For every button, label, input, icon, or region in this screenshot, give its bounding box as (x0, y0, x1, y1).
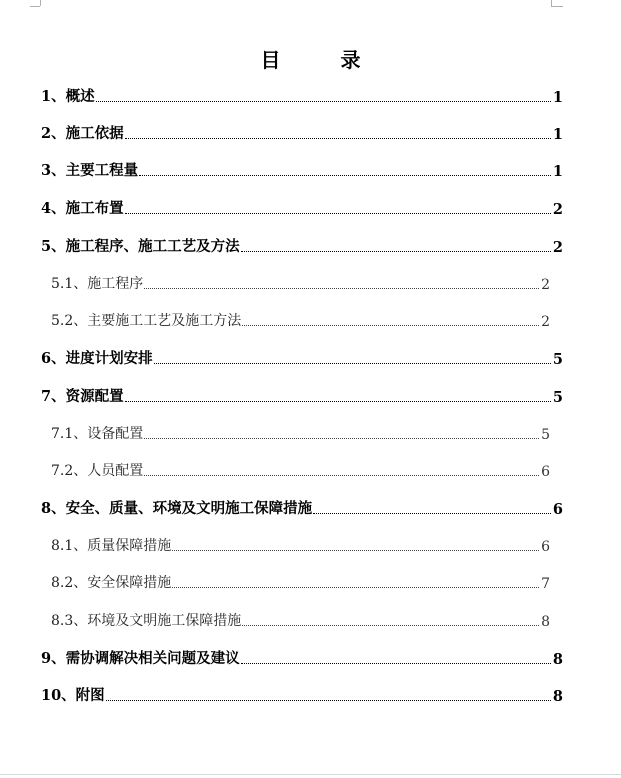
toc-dot-leader (154, 363, 551, 364)
toc-entry-label: 5.2、主要施工工艺及施工方法 (51, 313, 242, 329)
toc-dot-leader (106, 700, 551, 701)
toc-entry[interactable] (51, 460, 550, 480)
toc-entry-page-number: 2 (541, 314, 550, 330)
toc-entry[interactable] (41, 648, 563, 668)
toc-entry-page-number: 5 (541, 427, 550, 443)
toc-entry[interactable] (51, 572, 550, 592)
toc-dot-leader (125, 213, 551, 214)
toc-dot-leader (139, 175, 551, 176)
toc-dot-leader (144, 438, 539, 439)
toc-entry-label: 10、附图 (41, 687, 105, 704)
toc-entry-label: 4、施工布置 (41, 200, 124, 217)
toc-entry-label: 5.1、施工程序 (51, 276, 144, 292)
toc-dot-leader (96, 101, 551, 102)
toc-entry-page-number: 8 (541, 614, 550, 630)
toc-entry[interactable] (41, 386, 563, 406)
toc-entry-label: 7.1、设备配置 (51, 426, 144, 442)
toc-dot-leader (242, 325, 539, 326)
toc-dot-leader (125, 401, 551, 402)
toc-entry-label: 7.2、人员配置 (51, 463, 144, 479)
toc-entry[interactable] (51, 273, 550, 293)
toc-entry-page-number: 5 (552, 351, 563, 368)
toc-entry[interactable] (41, 123, 563, 143)
toc-entry-label: 8.2、安全保障措施 (51, 575, 172, 591)
toc-entry[interactable] (51, 423, 550, 443)
toc-dot-leader (241, 663, 551, 664)
toc-dot-leader (172, 587, 539, 588)
toc-entry[interactable] (41, 198, 563, 218)
toc-title-char-1: 目 (260, 48, 281, 72)
toc-entry-page-number: 1 (552, 163, 563, 180)
toc-entry[interactable] (51, 535, 550, 555)
toc-dot-leader (125, 138, 551, 139)
toc-entry-page-number: 5 (552, 389, 563, 406)
toc-entry[interactable] (41, 348, 563, 368)
toc-entry-label: 2、施工依据 (41, 125, 124, 142)
toc-entry-label: 7、资源配置 (41, 388, 124, 405)
toc-entry[interactable] (51, 610, 550, 630)
toc-entry-label: 8、安全、质量、环境及文明施工保障措施 (41, 500, 313, 517)
toc-entry[interactable] (41, 685, 563, 705)
toc-dot-leader (144, 475, 539, 476)
toc-entry-label: 5、施工程序、施工工艺及方法 (41, 238, 240, 255)
page-bottom-edge (0, 774, 621, 775)
toc-dot-leader (172, 550, 539, 551)
toc-entry-label: 8.3、环境及文明施工保障措施 (51, 613, 242, 629)
toc-entry-page-number: 1 (552, 89, 563, 106)
toc-entry-page-number: 1 (552, 126, 563, 143)
toc-dot-leader (241, 251, 551, 252)
toc-entry[interactable] (51, 310, 550, 330)
toc-entry-page-number: 2 (552, 201, 563, 218)
toc-entry-label: 3、主要工程量 (41, 162, 139, 179)
toc-entry[interactable] (41, 236, 563, 256)
toc-entry-label: 6、进度计划安排 (41, 350, 153, 367)
toc-entry-page-number: 6 (541, 464, 550, 480)
toc-entry-page-number: 2 (541, 277, 550, 293)
toc-dot-leader (242, 625, 539, 626)
toc-entry[interactable] (41, 498, 563, 518)
toc-entry[interactable] (41, 86, 563, 106)
toc-dot-leader (313, 513, 551, 514)
toc-entry-page-number: 8 (552, 651, 563, 668)
toc-entry-label: 1、概述 (41, 88, 95, 105)
toc-entry-page-number: 2 (552, 239, 563, 256)
toc-entry-label: 9、需协调解决相关问题及建议 (41, 650, 240, 667)
toc-title-char-2: 录 (340, 48, 361, 72)
toc-entry-page-number: 6 (552, 501, 563, 518)
toc-entry[interactable] (41, 160, 563, 180)
toc-dot-leader (144, 288, 539, 289)
toc-entry-page-number: 8 (552, 688, 563, 705)
toc-entry-page-number: 6 (541, 539, 550, 555)
toc-entry-label: 8.1、质量保障措施 (51, 538, 172, 554)
toc-entry-page-number: 7 (541, 576, 550, 592)
